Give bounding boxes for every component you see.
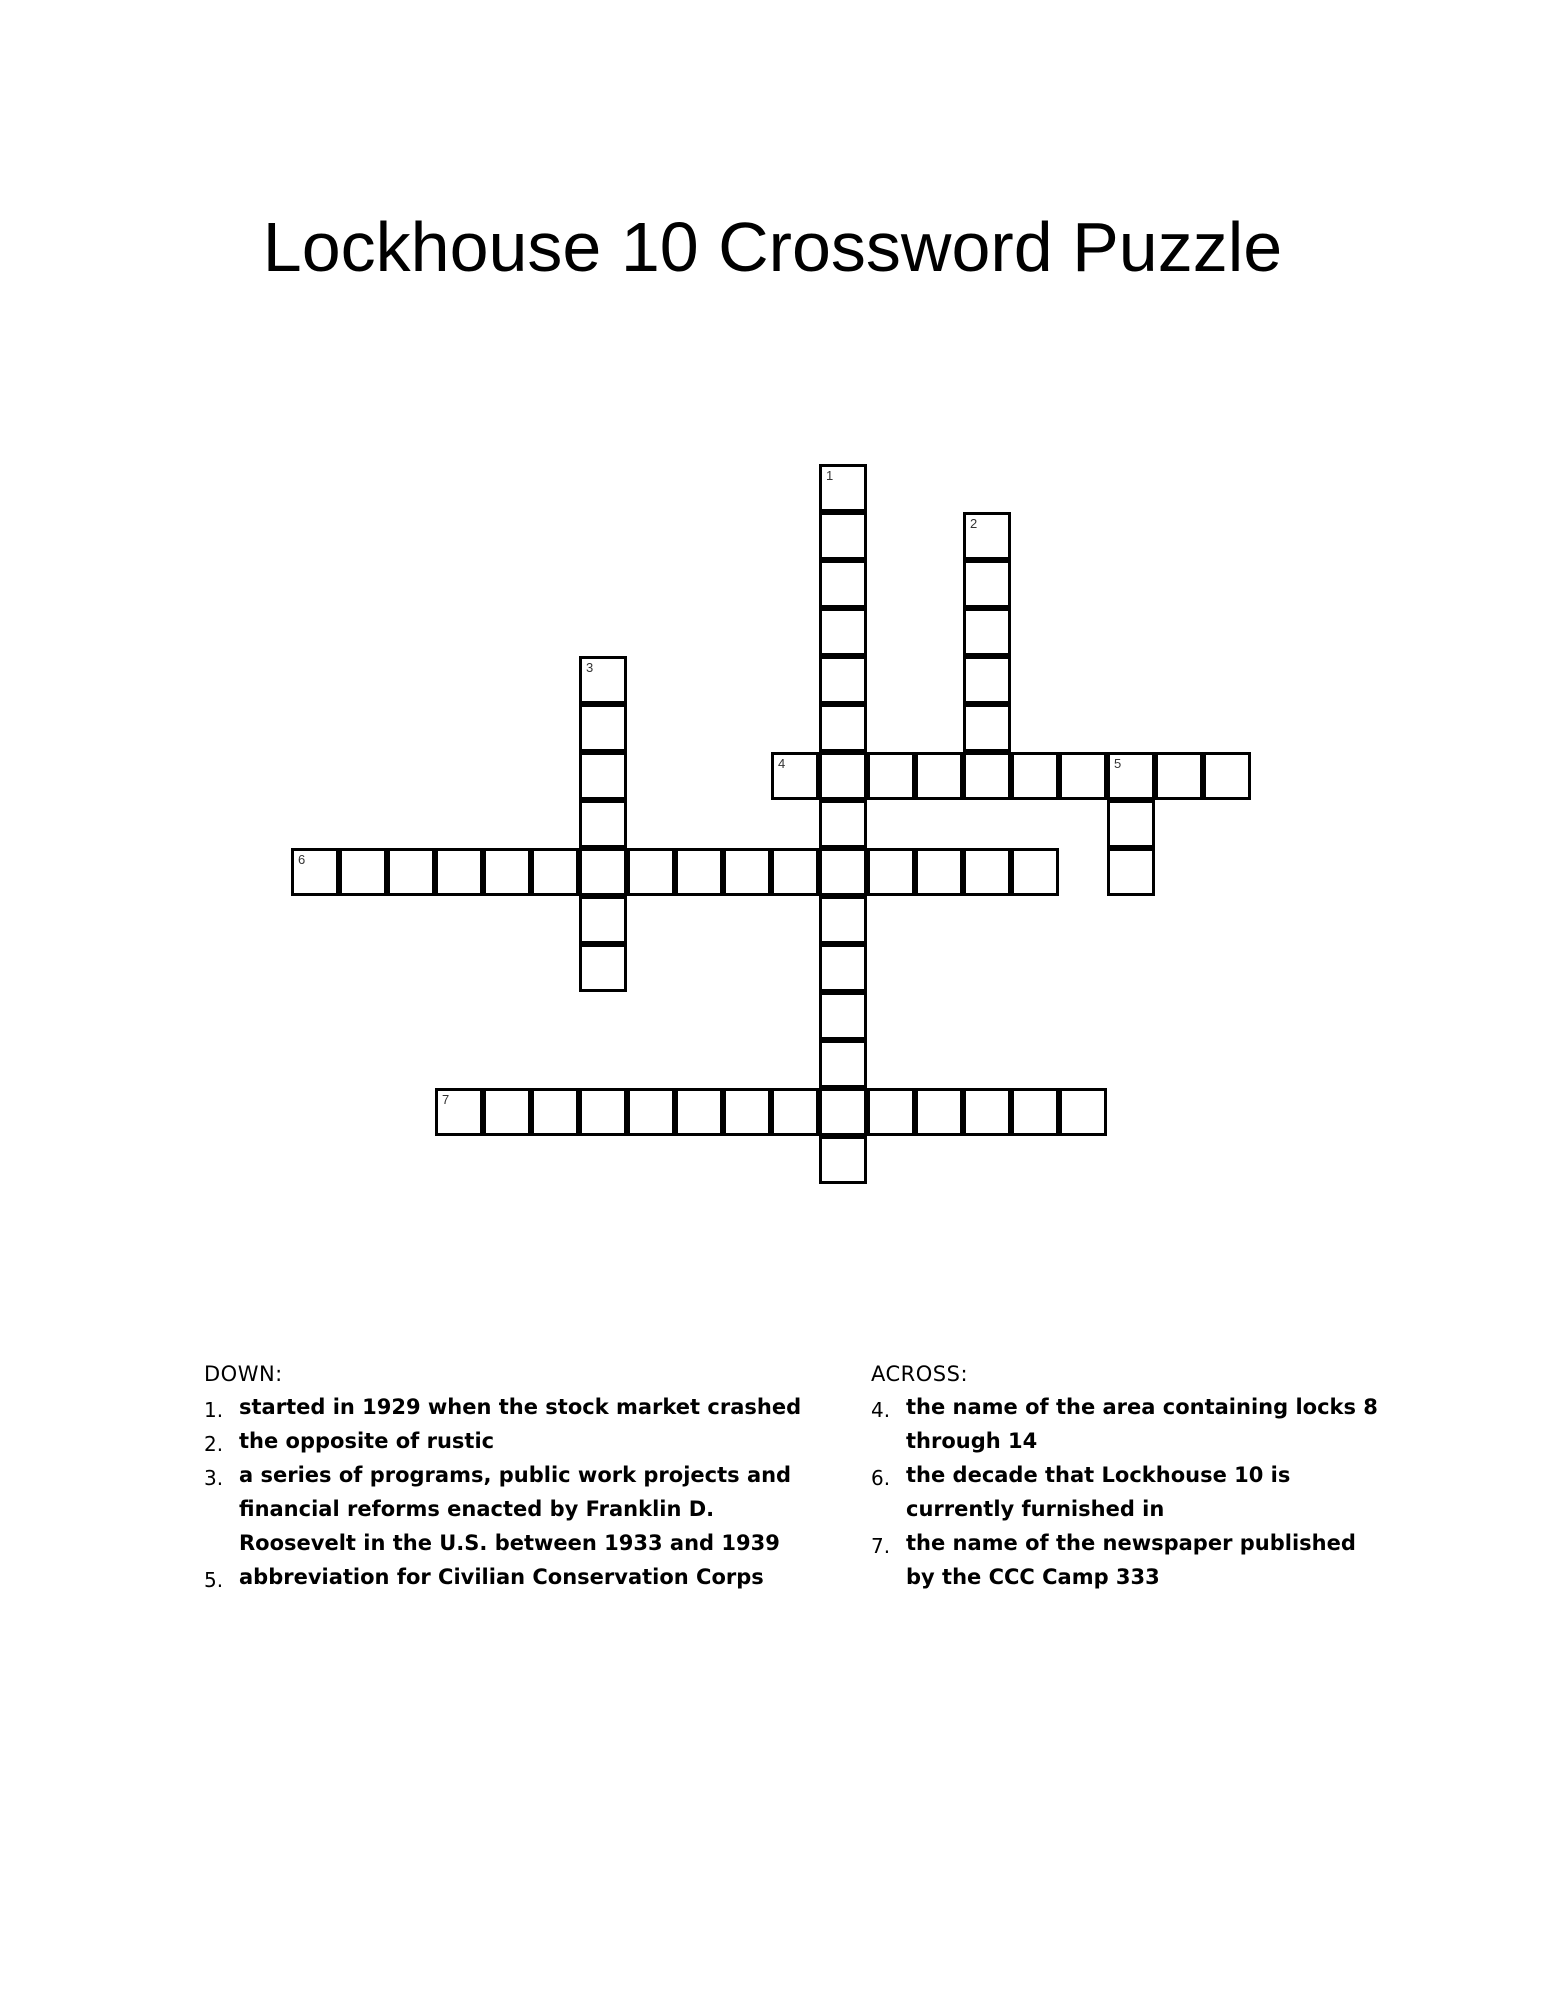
crossword-cell[interactable] [771,848,819,896]
crossword-cell[interactable] [1011,848,1059,896]
cell-number: 5 [1114,756,1122,771]
crossword-cell[interactable] [819,944,867,992]
crossword-cell[interactable] [963,608,1011,656]
down-clue [204,1458,814,1560]
crossword-cell[interactable] [579,944,627,992]
crossword-cell[interactable] [963,656,1011,704]
crossword-cell[interactable] [435,848,483,896]
clue-text: the decade that Lockhouse 10 is currently furnished in [906,1463,1291,1521]
crossword-cell[interactable] [1011,1088,1059,1136]
crossword-cell[interactable] [675,848,723,896]
clue-number: 2. [204,1432,224,1456]
crossword-cell[interactable] [819,896,867,944]
crossword-cell[interactable] [819,464,867,512]
cell-number: 4 [778,756,786,771]
across-clue [871,1526,1391,1594]
crossword-cell[interactable] [771,1088,819,1136]
crossword-cell[interactable] [963,752,1011,800]
cell-number: 1 [826,468,834,483]
clue-number: 5. [204,1568,224,1592]
crossword-cell[interactable] [963,512,1011,560]
crossword-cell[interactable] [915,1088,963,1136]
cell-number: 7 [442,1092,450,1107]
crossword-cell[interactable] [531,1088,579,1136]
clue-number: 4. [871,1398,891,1422]
clue-number: 7. [871,1534,891,1558]
crossword-cell[interactable] [867,752,915,800]
crossword-cell[interactable] [483,848,531,896]
down-clue [204,1390,814,1424]
crossword-cell[interactable] [723,848,771,896]
crossword-cell[interactable] [1107,800,1155,848]
crossword-cell[interactable] [1107,848,1155,896]
down-clue-list [204,1390,814,1594]
crossword-cell[interactable] [531,848,579,896]
page-title: Lockhouse 10 Crossword Puzzle [262,208,1283,286]
crossword-cell[interactable] [963,1088,1011,1136]
clue-text: abbreviation for Civilian Conservation Corps [239,1565,764,1589]
cell-number: 6 [298,852,306,867]
crossword-cell[interactable] [627,1088,675,1136]
crossword-cell[interactable] [819,848,867,896]
crossword-cell[interactable] [387,848,435,896]
down-heading: DOWN: [204,1362,283,1386]
across-clue [871,1390,1391,1458]
crossword-cell[interactable] [867,848,915,896]
crossword-cell[interactable] [579,848,627,896]
across-clue [871,1458,1391,1526]
crossword-cell[interactable] [819,704,867,752]
crossword-cell[interactable] [915,848,963,896]
crossword-cell[interactable] [1059,1088,1107,1136]
across-clue-list [871,1390,1391,1594]
crossword-cell[interactable] [867,1088,915,1136]
clue-text: the opposite of rustic [239,1429,495,1453]
cell-number: 3 [586,660,594,675]
down-clues-section [204,1362,814,1594]
crossword-cell[interactable] [915,752,963,800]
crossword-cell[interactable] [963,848,1011,896]
crossword-cell[interactable] [723,1088,771,1136]
clue-text: the name of the area containing locks 8 through 14 [906,1395,1378,1453]
clue-number: 6. [871,1466,891,1490]
crossword-cell[interactable] [627,848,675,896]
crossword-cell[interactable] [819,1136,867,1184]
crossword-cell[interactable] [1203,752,1251,800]
crossword-cell[interactable] [963,704,1011,752]
crossword-cell[interactable] [819,608,867,656]
crossword-cell[interactable] [819,800,867,848]
crossword-cell[interactable] [579,704,627,752]
crossword-cell[interactable] [819,656,867,704]
clue-number: 3. [204,1466,224,1490]
crossword-cell[interactable] [819,1088,867,1136]
down-clue [204,1424,814,1458]
clue-number: 1. [204,1398,224,1422]
crossword-cell[interactable] [579,896,627,944]
crossword-cell[interactable] [579,656,627,704]
down-clue [204,1560,814,1594]
clue-text: started in 1929 when the stock market crashed [239,1395,802,1419]
crossword-cell[interactable] [819,992,867,1040]
crossword-cell[interactable] [1011,752,1059,800]
crossword-cell[interactable] [579,800,627,848]
crossword-cell[interactable] [1059,752,1107,800]
crossword-cell[interactable] [435,1088,483,1136]
crossword-cell[interactable] [771,752,819,800]
crossword-cell[interactable] [819,512,867,560]
crossword-cell[interactable] [579,752,627,800]
crossword-cell[interactable] [819,1040,867,1088]
crossword-cell[interactable] [963,560,1011,608]
across-heading: ACROSS: [871,1362,969,1386]
crossword-cell[interactable] [579,1088,627,1136]
crossword-cell[interactable] [291,848,339,896]
crossword-cell[interactable] [1107,752,1155,800]
crossword-cell[interactable] [339,848,387,896]
cell-number: 2 [970,516,978,531]
clue-text: a series of programs, public work projects and financial reforms enacted by Franklin D. Roosevelt in the U.S. between 1933 and 1939 [239,1463,792,1555]
across-clues-section [871,1362,1391,1594]
crossword-cell[interactable] [483,1088,531,1136]
crossword-cell[interactable] [1155,752,1203,800]
crossword-cell[interactable] [675,1088,723,1136]
crossword-cell[interactable] [819,752,867,800]
clue-text: the name of the newspaper published by the CCC Camp 333 [906,1531,1356,1589]
crossword-cell[interactable] [819,560,867,608]
